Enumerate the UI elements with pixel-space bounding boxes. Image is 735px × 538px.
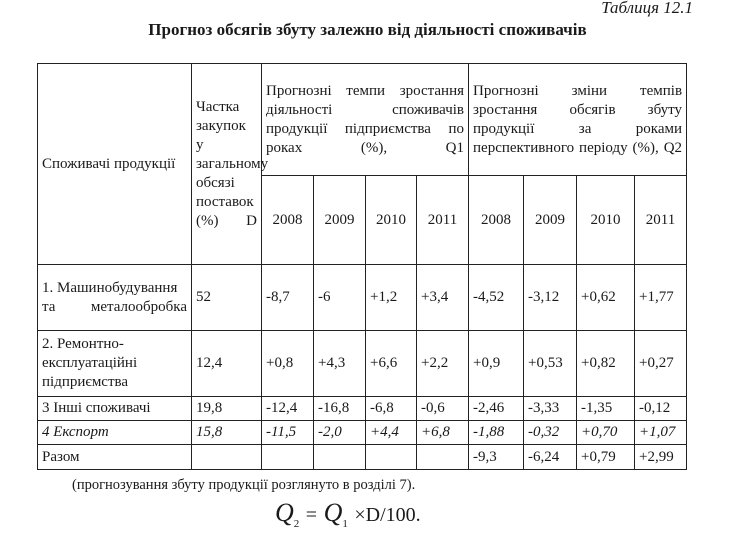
cell: +6,6	[366, 331, 417, 397]
cell: -2,0	[314, 421, 366, 445]
cell: -1,35	[577, 397, 635, 421]
table-row	[38, 421, 687, 445]
cell: -9,3	[469, 445, 524, 470]
year-header: 2009	[314, 176, 366, 265]
year-header: 2011	[417, 176, 469, 265]
row-share	[192, 445, 262, 470]
formula-rhs: Q	[323, 498, 343, 527]
cell: +1,2	[366, 265, 417, 331]
year-header: 2008	[262, 176, 314, 265]
cell: -4,52	[469, 265, 524, 331]
cell: +0,53	[524, 331, 577, 397]
cell: -16,8	[314, 397, 366, 421]
formula-equals: =	[305, 504, 318, 526]
cell: -11,5	[262, 421, 314, 445]
cell: +1,77	[635, 265, 687, 331]
cell: +0,27	[635, 331, 687, 397]
table-row	[38, 445, 687, 470]
cell: +1,07	[635, 421, 687, 445]
cell: -6,24	[524, 445, 577, 470]
cell: +2,2	[417, 331, 469, 397]
cell: -1,88	[469, 421, 524, 445]
cell: -12,4	[262, 397, 314, 421]
formula	[275, 498, 421, 530]
row-name: 3 Інші споживачі	[38, 397, 192, 421]
cell: +0,79	[577, 445, 635, 470]
cell: +3,4	[417, 265, 469, 331]
formula-lhs: Q	[275, 498, 294, 527]
cell	[314, 445, 366, 470]
cell: +4,4	[366, 421, 417, 445]
formula-lhs-sub: 2	[293, 518, 300, 531]
cell	[417, 445, 469, 470]
formula-tail: D/100.	[365, 504, 421, 526]
year-header: 2009	[524, 176, 577, 265]
year-header: 2008	[469, 176, 524, 265]
cell: -8,7	[262, 265, 314, 331]
cell: +4,3	[314, 331, 366, 397]
cell: -0,6	[417, 397, 469, 421]
table-row	[38, 265, 687, 331]
cell: +6,8	[417, 421, 469, 445]
table-caption: Таблиця 12.1	[601, 0, 693, 17]
cell: +0,82	[577, 331, 635, 397]
formula-times: ×	[354, 504, 366, 526]
cell	[366, 445, 417, 470]
cell: +2,99	[635, 445, 687, 470]
row-share: 15,8	[192, 421, 262, 445]
cell: -3,12	[524, 265, 577, 331]
table-heading: Прогноз обсягів збуту залежно від діяльності споживачів	[148, 20, 587, 39]
row-share: 19,8	[192, 397, 262, 421]
cell: +0,8	[262, 331, 314, 397]
header-share: Частка закупок у загальному обсязі поставок (%) D	[192, 64, 262, 265]
cell: -2,46	[469, 397, 524, 421]
row-share: 12,4	[192, 331, 262, 397]
footnote: (прогнозування збуту продукції розглянуто в розділі 7).	[72, 477, 416, 493]
cell: -6,8	[366, 397, 417, 421]
forecast-table	[37, 63, 687, 470]
cell: -0,32	[524, 421, 577, 445]
table-row	[38, 397, 687, 421]
header-q2: Прогнозні зміни темпів зростання обсягів збуту продукції за роками перспективного періоду (%), Q2	[469, 64, 687, 176]
cell	[262, 445, 314, 470]
year-header: 2011	[635, 176, 687, 265]
row-name: 4 Експорт	[38, 421, 192, 445]
year-header: 2010	[366, 176, 417, 265]
cell: +0,9	[469, 331, 524, 397]
row-share: 52	[192, 265, 262, 331]
header-q1: Прогнозні темпи зростання діяльності споживачів продукції підприємства по роках (%), Q1	[262, 64, 469, 176]
cell: +0,62	[577, 265, 635, 331]
cell: +0,70	[577, 421, 635, 445]
formula-rhs-sub: 1	[342, 518, 348, 531]
row-name: Разом	[38, 445, 192, 470]
cell: -6	[314, 265, 366, 331]
table-row	[38, 331, 687, 397]
row-name: 1. Машинобудування та металообробка	[38, 265, 192, 331]
cell: -0,12	[635, 397, 687, 421]
cell: -3,33	[524, 397, 577, 421]
year-header: 2010	[577, 176, 635, 265]
row-name: 2. Ремонтно-експлуатаційні підприємства	[38, 331, 192, 397]
header-consumers: Споживачі продукції	[38, 64, 192, 265]
